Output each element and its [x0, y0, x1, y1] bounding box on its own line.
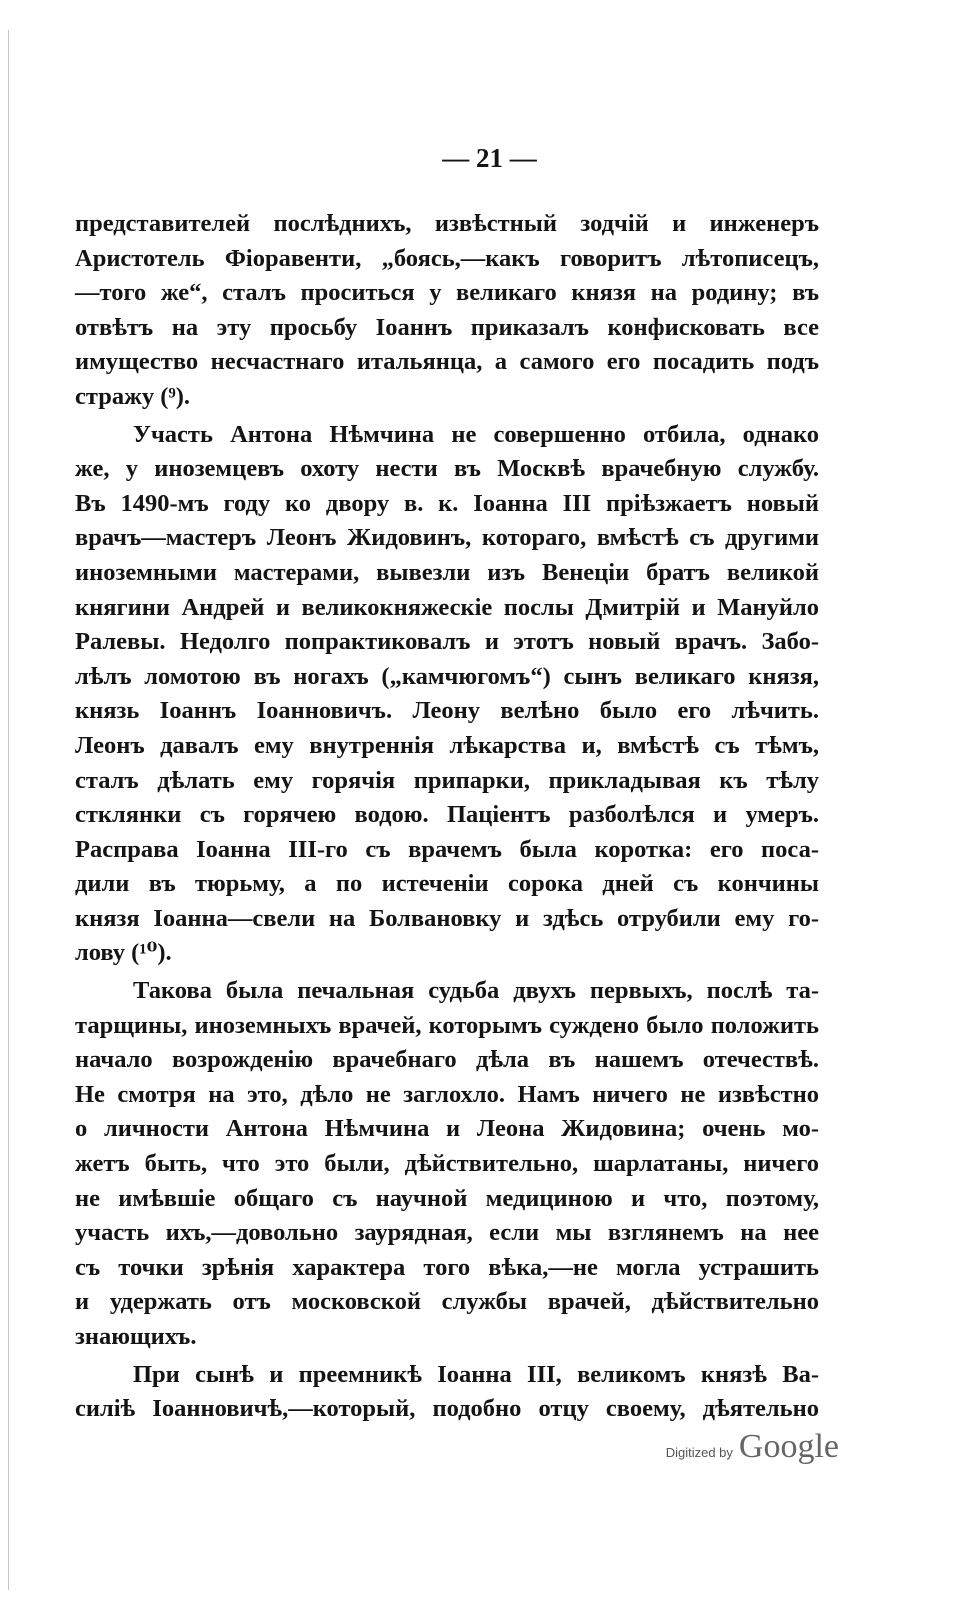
text-line: Въ 1490-мъ году ко двору в. к. Іоанна III пріѣзжаетъ новый	[75, 489, 819, 517]
paragraph-start-line: Участь Антона Нѣмчина не совершенно отбила, однако	[133, 420, 819, 448]
body-text	[75, 207, 819, 1427]
text-line: и удержать отъ московской службы врачей, дѣйствительно	[75, 1288, 819, 1316]
digitized-by-google-watermark	[666, 1428, 839, 1468]
text-line: стклянки съ горячею водою. Паціентъ разболѣлся и умеръ.	[75, 801, 819, 829]
text-line: лову (¹⁰).	[75, 939, 172, 967]
text-line: жетъ быть, что это были, дѣйствительно, шарлатаны, ничего	[75, 1150, 819, 1178]
text-line: начало возрожденію врачебнаго дѣла въ нашемъ отечествѣ.	[75, 1046, 819, 1074]
text-line: не имѣвшіе общаго съ научной медициною и что, поэтому,	[75, 1184, 819, 1212]
text-line: Ралевы. Недолго попрактиковалъ и этотъ новый врачъ. Забо-	[75, 628, 819, 656]
text-line: дили въ тюрьму, а по истеченіи сорока дней съ кончины	[75, 870, 819, 898]
text-line: участь ихъ,—довольно заурядная, если мы взглянемъ на нее	[75, 1219, 819, 1247]
text-line: княгини Андрей и великокняжескіе послы Дмитрій и Мануйло	[75, 593, 819, 621]
page-number: — 21 —	[442, 143, 537, 173]
paragraph-start-line: Такова была печальная судьба двухъ первыхъ, послѣ та-	[133, 977, 819, 1005]
text-line: стражу (⁹).	[75, 382, 191, 410]
text-line: князя Іоанна—свели на Болвановку и здѣсь отрубили ему го-	[75, 904, 819, 932]
text-line: знающихъ.	[75, 1323, 197, 1350]
text-line: —того же“, сталъ проситься у великаго князя на родину; въ	[75, 279, 819, 307]
text-line: Расправа Іоанна III-го съ врачемъ была коротка: его поса-	[75, 835, 819, 863]
watermark-caption: Digitized by	[665, 1445, 733, 1460]
text-line: Леонъ давалъ ему внутреннія лѣкарства и, вмѣстѣ съ тѣмъ,	[75, 731, 819, 759]
text-line: о личности Антона Нѣмчина и Леона Жидовина; очень мо-	[75, 1115, 819, 1143]
text-line: князь Іоаннъ Іоанновичъ. Леону велѣно было его лѣчить.	[75, 697, 819, 725]
text-line: силіѣ Іоанновичѣ,—который, подобно отцу своему, дѣятельно	[75, 1395, 819, 1423]
google-logo: Google	[738, 1428, 839, 1465]
text-line: лѣлъ ломотою въ ногахъ („камчюгомъ“) сынъ великаго князя,	[75, 662, 819, 690]
text-line: врачъ—мастеръ Леонъ Жидовинъ, котораго, вмѣстѣ съ другими	[75, 524, 819, 552]
text-line: Не смотря на это, дѣло не заглохло. Намъ ничего не извѣстно	[75, 1080, 819, 1108]
text-line: сталъ дѣлать ему горячія припарки, прикладывая къ тѣлу	[75, 766, 819, 794]
page-edge-line	[8, 30, 9, 1590]
text-line: же, у иноземцевъ охоту нести въ Москвѣ врачебную службу.	[75, 455, 819, 483]
text-line: отвѣтъ на эту просьбу Іоаннъ приказалъ конфисковать все	[75, 313, 819, 341]
text-line: иноземными мастерами, вывезли изъ Венеціи братъ великой	[75, 558, 819, 586]
text-line: имущество несчастнаго итальянца, а самого его посадить подъ	[75, 348, 819, 376]
text-line: тарщины, иноземныхъ врачей, которымъ суждено было положить	[75, 1011, 819, 1039]
paragraph-start-line: При сынѣ и преемникѣ Іоанна III, великомъ князѣ Ва-	[133, 1360, 819, 1388]
text-line: Аристотель Фіоравенти, „боясь,—какъ говоритъ лѣтописецъ,	[75, 244, 819, 272]
text-line: съ точки зрѣнія характера того вѣка,—не могла устрашить	[75, 1253, 819, 1281]
text-line: представителей послѣднихъ, извѣстный зодчій и инженеръ	[75, 210, 819, 237]
